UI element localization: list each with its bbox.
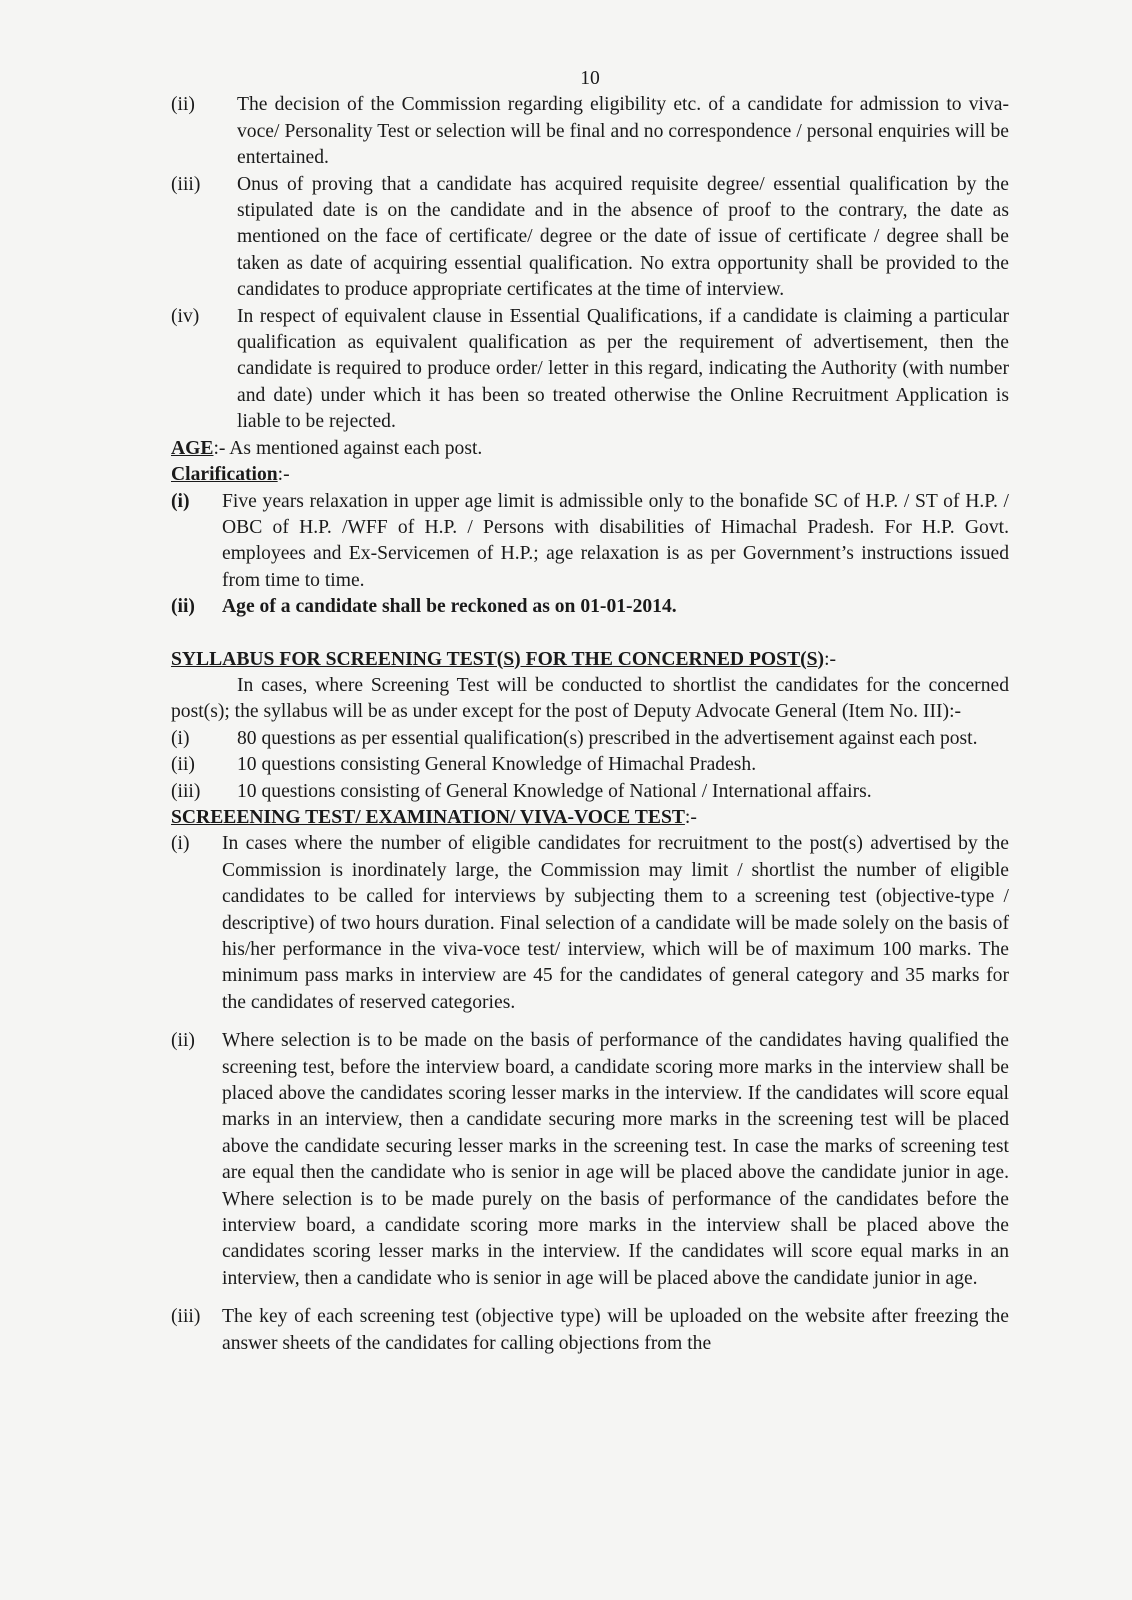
list-item — [171, 831, 1009, 1016]
item-text: 10 questions consisting of General Knowledge of National / International affairs. — [237, 780, 872, 802]
clarification-heading-line — [171, 462, 1009, 488]
screening-heading: SCREEENING TEST/ EXAMINATION/ VIVA-VOCE TEST — [171, 806, 685, 828]
list-item — [171, 779, 1009, 805]
item-number: (iii) — [171, 1306, 201, 1328]
item-text: In cases where the number of eligible candidates for recruitment to the post(s) advertised by the Commission is inordinately large, the Commission may limit / shortlist the number of eligible candidates to be called for interviews by subjecting them to a screening test (objective-type / descriptive) of two hours duration. Final selection of a candidate will be made solely on the basis of his/her performance in the viva-voce test/ interview, which will be of maximum 100 marks. The minimum pass marks in interview are 45 for the candidates of general category and 35 marks for the candidates of reserved categories. — [222, 833, 1009, 1013]
item-number: (iii) — [171, 780, 201, 802]
item-number: (iii) — [171, 173, 201, 195]
item-number: (iv) — [171, 305, 200, 327]
spacer — [171, 1016, 1009, 1028]
item-text: Age of a candidate shall be reckoned as on 01-01-2014. — [222, 596, 677, 618]
item-number: (ii) — [171, 596, 195, 618]
spacer — [171, 1292, 1009, 1304]
item-text: Five years relaxation in upper age limit is admissible only to the bonafide SC of H.P. / ST of H.P. / OBC of H.P. /WFF of H.P. / Persons with disabilities of Himachal Pradesh. For H.P. Govt. employees and Ex-Servicemen of H.P.; age relaxation is as per Government’s instructions issued from time to time. — [222, 490, 1009, 591]
age-heading: AGE — [171, 437, 214, 459]
syllabus-heading: SYLLABUS FOR SCREENING TEST(S) FOR THE CONCERNED POST(S) — [171, 648, 825, 670]
page-content — [171, 66, 1009, 1357]
list-item — [171, 1304, 1009, 1357]
item-text: Onus of proving that a candidate has acquired requisite degree/ essential qualification by the stipulated date is on the candidate and in the absence of proof to the contrary, the date as mentioned on the face of certificate/ degree or the date of issue of certificate / degree shall be taken as date of acquiring essential qualification. No extra opportunity shall be provided to the candidates to produce appropriate certificates at the time of interview. — [237, 173, 1009, 301]
spacer — [171, 621, 1009, 647]
item-number: (i) — [171, 727, 190, 749]
list-item — [171, 594, 1009, 620]
syllabus-suffix: :- — [824, 648, 837, 670]
item-text: Where selection is to be made on the basis of performance of the candidates having qualified the screening test, before the interview board, a candidate scoring more marks in the interview shall be placed above the candidates scoring lesser marks in the interview. If the candidates will score equal marks in an interview, then a candidate securing more marks in the screening test will be placed above the candidate securing lesser marks in the screening test. In case the marks of screening test are equal then the candidate who is senior in age will be placed above the candidate junior in age. Where selection is to be made purely on the basis of performance of the candidates before the interview board, a candidate scoring more marks in the interview shall be placed above the candidates scoring lesser marks in the interview. If the candidates will score equal marks in an interview, then a candidate who is senior in age will be placed above the candidate junior in age. — [222, 1030, 1009, 1289]
item-number: (i) — [171, 490, 190, 512]
screening-suffix: :- — [684, 806, 697, 828]
item-number: (ii) — [171, 1030, 195, 1052]
clarification-suffix: :- — [277, 464, 290, 486]
list-item — [171, 92, 1009, 171]
syllabus-intro: In cases, where Screening Test will be conducted to shortlist the candidates for the concerned post(s); the syllabus will be as under except for the post of Deputy Advocate General (Item No. III):- — [171, 674, 1009, 723]
list-item — [171, 172, 1009, 304]
item-text: The key of each screening test (objective type) will be uploaded on the website after freezing the answer sheets of the candidates for calling objections from the — [222, 1306, 1009, 1354]
item-number: (i) — [171, 833, 190, 855]
list-item — [171, 489, 1009, 595]
item-number: (ii) — [171, 94, 195, 116]
page-number: 10 — [580, 68, 600, 89]
syllabus-heading-line — [171, 647, 1009, 673]
item-number: (ii) — [171, 754, 195, 776]
age-suffix: :- — [213, 437, 230, 459]
clarification-heading: Clarification — [171, 464, 278, 486]
list-item — [171, 1028, 1009, 1292]
item-text: In respect of equivalent clause in Essential Qualifications, if a candidate is claiming a particular qualification as equivalent qualification as per the requirement of advertisement, then the candidate is required to produce order/ letter in this regard, indicating the Authority (with number and date) under which it has been so treated otherwise the Online Recruitment Application is liable to be rejected. — [237, 305, 1009, 433]
screening-heading-line — [171, 805, 1009, 831]
item-text: The decision of the Commission regarding eligibility etc. of a candidate for admission to viva-voce/ Personality Test or selection will be final and no correspondence / personal enquiries will be entertained. — [237, 94, 1009, 169]
list-item — [171, 752, 1009, 778]
age-text: As mentioned against each post. — [229, 437, 483, 459]
item-text: 10 questions consisting General Knowledge of Himachal Pradesh. — [237, 754, 757, 776]
list-item — [171, 726, 1009, 752]
age-line — [171, 436, 1009, 462]
item-text: 80 questions as per essential qualification(s) prescribed in the advertisement against each post. — [237, 727, 978, 749]
list-item — [171, 304, 1009, 436]
